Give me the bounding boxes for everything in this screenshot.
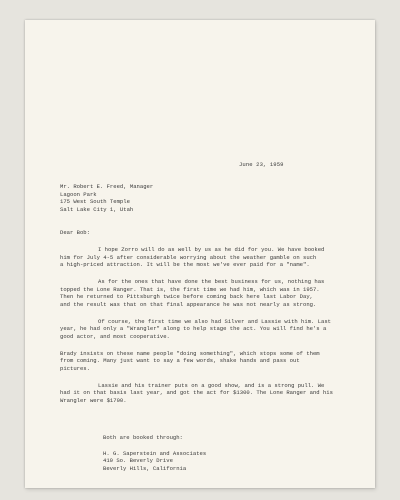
paragraph-lassie-fees: Lassie and his trainer puts on a good show, and is a strong pull. We had it on that basis last year, and got the act for $1300. The Lone Ranger and his Wrangler were $1700. bbox=[60, 381, 333, 404]
paragraph-brady: Brady insists on these name people "doing something", which stops some of them from coming. Many just want to say a few words, shake hands and pass out pictures. bbox=[60, 349, 320, 372]
booking-agency-name: H. G. Saperstein and Associates bbox=[103, 449, 207, 457]
recipient-city: Salt Lake City 1, Utah bbox=[60, 205, 134, 213]
paragraph-zorro: I hope Zorro will do as well by us as he did for you. We have booked him for July 4-5 after considerable worrying about the weather gamble on such a high-priced attraction. It will be the most we've ever paid for a "name". bbox=[60, 246, 325, 268]
booking-agency-city: Beverly Hills, California bbox=[103, 464, 187, 472]
recipient-organization: Lagoon Park bbox=[60, 190, 97, 198]
letter-page bbox=[25, 20, 375, 488]
letter-date: June 23, 1959 bbox=[239, 161, 284, 168]
recipient-name: Mr. Robert E. Freed, Manager bbox=[60, 183, 154, 190]
booking-agency-street: 410 So. Beverly Drive bbox=[103, 457, 173, 464]
salutation: Dear Bob: bbox=[60, 229, 90, 236]
paragraph-lone-ranger: As for the ones that have done the best business for us, nothing has topped the Lone Ranger. That is, the first time we had him, which was in 1957. Then he returned to Pittsburgh twice before coming back here last Labor Day, and the result was that on that final appearance he was not nearly as strong. bbox=[60, 278, 325, 308]
letter-body bbox=[60, 246, 343, 414]
booking-agent-block bbox=[103, 434, 206, 472]
booking-intro: Both are booked through: bbox=[103, 434, 183, 441]
paragraph-silver-lassie: Of course, the first time we also had Silver and Lassie with him. Last year, he had only a "Wrangler" along to help stage the act. You will find he's a good actor, and most cooperative. bbox=[60, 317, 332, 340]
recipient-address bbox=[60, 183, 340, 213]
recipient-street: 175 West South Temple bbox=[60, 198, 130, 205]
